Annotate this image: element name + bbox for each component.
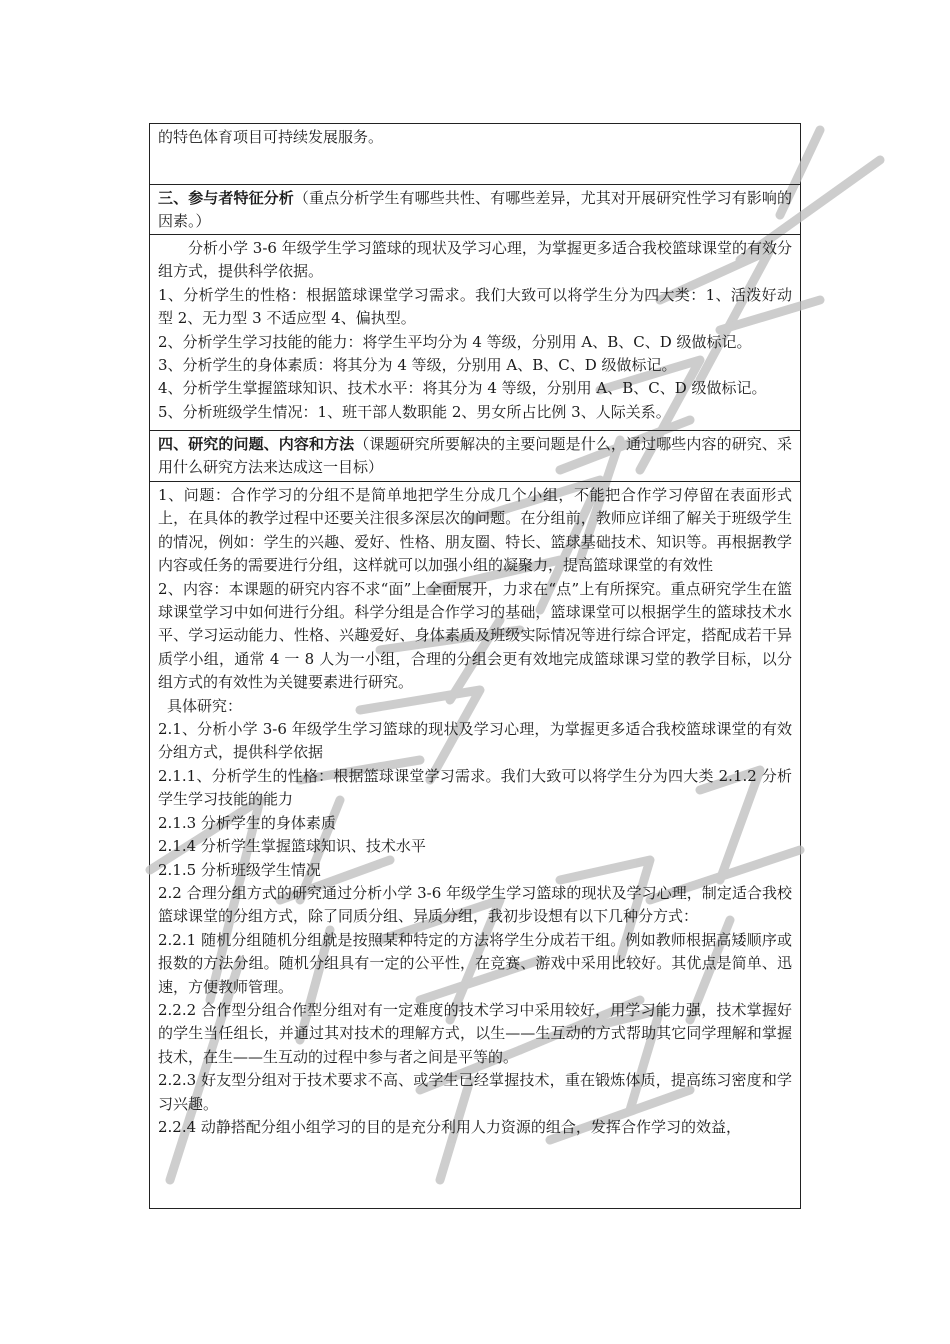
- paragraph: 分析小学 3-6 年级学生学习篮球的现状及学习心理，为掌握更多适合我校篮球课堂的有效分组方式，提供科学依据。: [158, 239, 792, 281]
- document-table: [149, 123, 801, 1209]
- section-4-note: （课题研究所要解决的主要问题是什么，通过哪些内容的研究、采用什么研究方法来达成这一目标）: [158, 435, 792, 477]
- paragraph: 2.2 合理分组方式的研究通过分析小学 3-6 年级学生学习篮球的现状及学习心理，制定适合我校篮球课堂的分组方式，除了同质分组、异质分组，我初步设想有以下几种分方式：: [158, 883, 792, 926]
- paragraph: 1、问题：合作学习的分组不是简单地把学生分成几个小组，不能把合作学习停留在表面形式上，在具体的教学过程中还要关注很多深层次的问题。在分组前，教师应详细了解关于班级学生的情况，例如：学生的兴趣、爱好、性格、朋友圈、特长、篮球基础技术、知识等。再根据教学内容或任务的需要进行分组，这样就可以加强小组的凝聚力，提高篮球课堂的有效性: [158, 486, 792, 575]
- paragraph: 的特色体育项目可持续发展服务。: [158, 128, 384, 146]
- paragraph: 2、内容：本课题的研究内容不求“面”上全面展开，力求在“点”上有所探究。重点研究学生在篮球课堂学习中如何进行分组。科学分组是合作学习的基础，篮球课堂可以根据学生的篮球技术水平、学习运动能力、性格、兴趣爱好、身体素质及班级实际情况等进行综合评定，搭配成若干异质学小组，通常 4 一 8 人为一小组，合理的分组会更有效地完成篮球课习堂的教学目标，以分组方式的有效性为关键要素进行研究。: [158, 579, 792, 692]
- paragraph: 2.2.3 好友型分组对于技术要求不高、或学生已经掌握技术，重在锻炼体质，提高练习密度和学习兴趣。: [158, 1071, 792, 1113]
- paragraph: 2.1、分析小学 3-6 年级学生学习篮球的现状及学习心理，为掌握更多适合我校篮球课堂的有效分组方式，提供科学依据: [158, 720, 792, 762]
- section-3-title: 三、参与者特征分析: [158, 189, 294, 207]
- paragraph: 2.1.1、分析学生的性格：根据篮球课堂学习需求。我们大致可以将学生分为四大类 2.1.2 分析学生学习技能的能力: [158, 766, 792, 809]
- paragraph: 3、分析学生的身体素质：将其分为 4 等级，分别用 A、B、C、D 级做标记。: [158, 356, 677, 375]
- paragraph: 2.2.1 随机分组随机分组就是按照某种特定的方法将学生分成若干组。例如教师根据高矮顺序或报数的方法分组。随机分组具有一定的公平性，在竞赛、游戏中采用比较好。其优点是简单、迅速，方便教师管理。: [158, 930, 792, 996]
- section-4-title: 四、研究的问题、内容和方法: [158, 435, 355, 453]
- table-cell-section-4-heading: [150, 430, 800, 481]
- paragraph: 具体研究：: [167, 696, 243, 715]
- paragraph: 5、分析班级学生情况：1、班干部人数职能 2、男女所占比例 3、人际关系。: [158, 402, 671, 421]
- paragraph: 2.2.2 合作型分组合作型分组对有一定难度的技术学习中采用较好，用学习能力强，技术掌握好的学生当任组长，并通过其对技术的理解方式，以生——生互动的方式帮助其它同学理解和掌握技术，在生——生互动的过程中参与者之间是平等的。: [158, 1000, 792, 1066]
- paragraph: 2.2.4 动静搭配分组小组学习的目的是充分利用人力资源的组合，发挥合作学习的效益，: [158, 1117, 741, 1136]
- table-cell-section-3-heading: [150, 184, 800, 234]
- paragraph: 4、分析学生掌握篮球知识、技术水平：将其分为 4 等级，分别用 A、B、C、D 级做标记。: [158, 379, 767, 398]
- paragraph: 2.1.3 分析学生的身体素质: [158, 813, 336, 832]
- paragraph: 2、分析学生学习技能的能力：将学生平均分为 4 等级，分别用 A、B、C、D 级做标记。: [158, 332, 752, 351]
- paragraph: 2.1.4 分析学生掌握篮球知识、技术水平: [158, 837, 426, 856]
- table-cell-continuation: [150, 124, 800, 184]
- paragraph: 1、分析学生的性格：根据篮球课堂学习需求。我们大致可以将学生分为四大类：1、活泼好动型 2、无力型 3 不适应型 4、偏执型。: [158, 285, 792, 328]
- table-cell-section-3-content: [150, 234, 800, 430]
- section-3-note: （重点分析学生有哪些共性、有哪些差异，尤其对开展研究性学习有影响的因素。）: [158, 189, 792, 231]
- table-cell-section-4-content: [150, 481, 800, 1208]
- paragraph: 2.1.5 分析班级学生情况: [158, 860, 321, 879]
